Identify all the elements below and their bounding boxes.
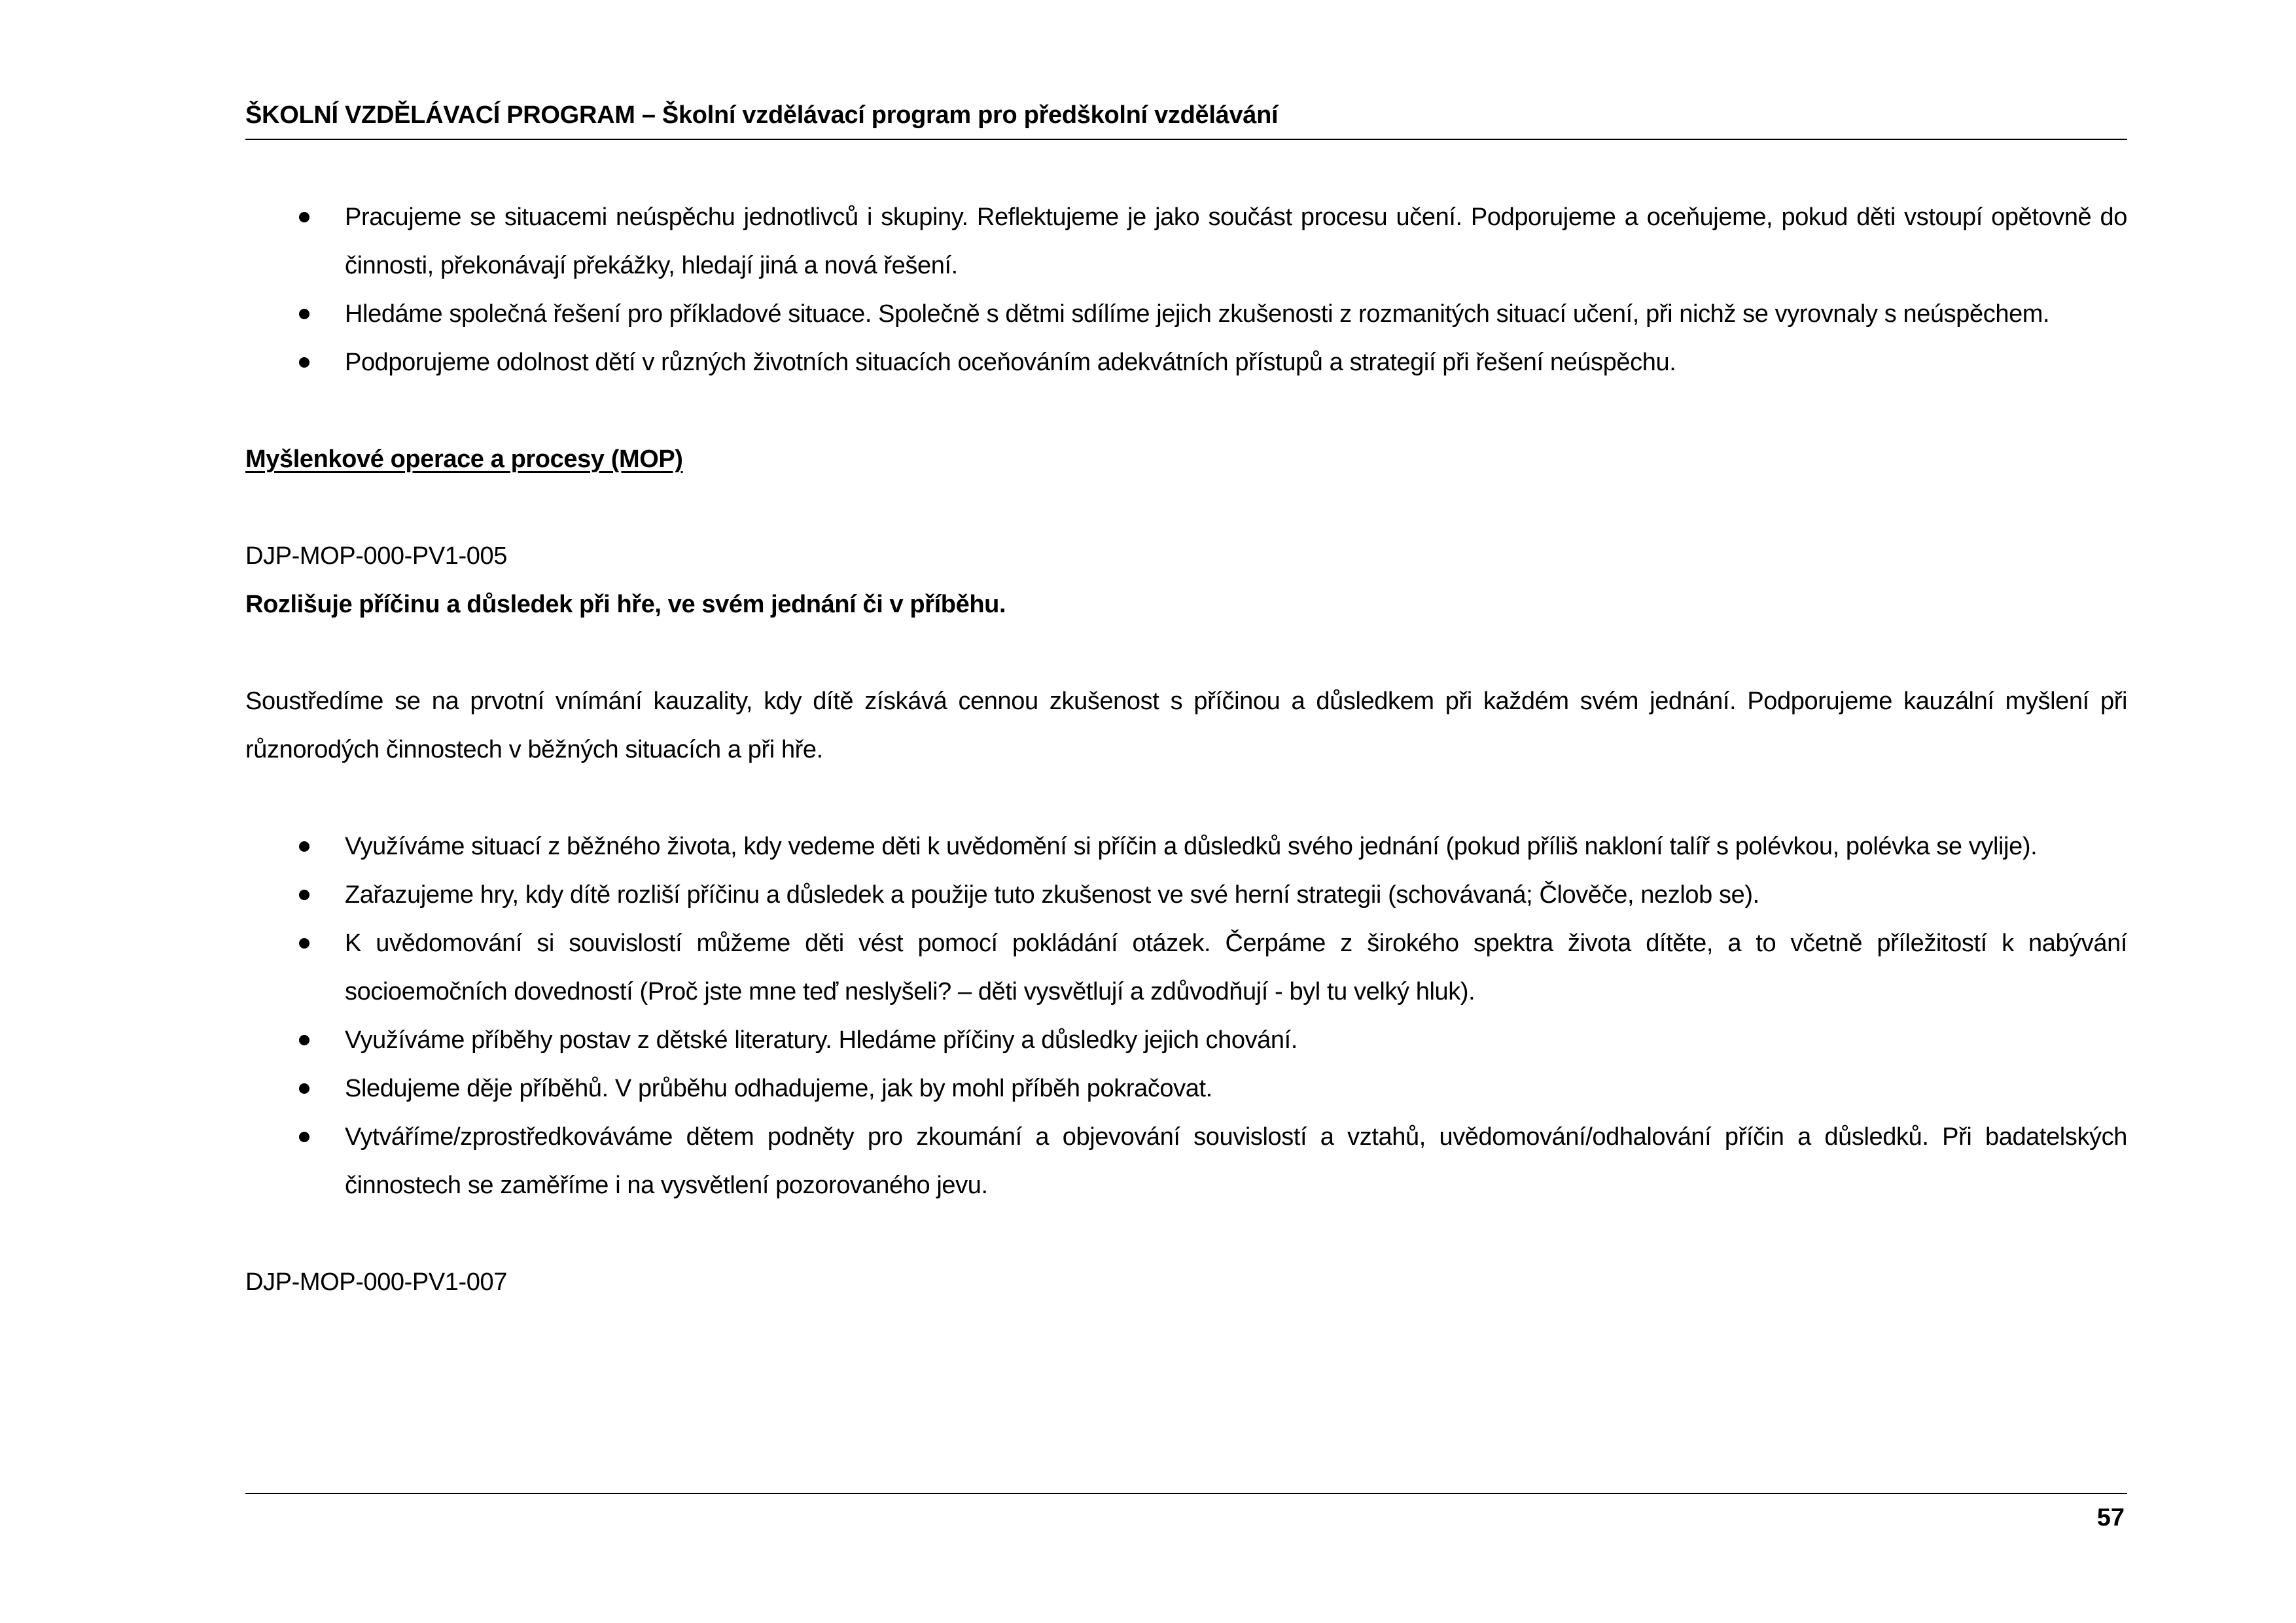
activity-bullet-list: [245, 822, 2127, 1210]
footer-divider: [245, 1493, 2127, 1494]
spacer: [245, 1210, 2127, 1258]
spacer: [245, 387, 2127, 435]
intro-bullet-list: [245, 193, 2127, 387]
list-item: Využíváme příběhy postav z dětské literatury. Hledáme příčiny a důsledky jejich chování.: [245, 1016, 2127, 1064]
list-item: Využíváme situací z běžného života, kdy vedeme děti k uvědomění si příčin a důsledků svého jednání (pokud příliš nakloní talíř s polévkou, polévka se vylije).: [245, 822, 2127, 871]
page-content: [245, 193, 2127, 1306]
spacer: [245, 774, 2127, 822]
page-number: 57: [2096, 1504, 2125, 1531]
page-header-title: ŠKOLNÍ VZDĚLÁVACÍ PROGRAM – Školní vzdělávací program pro předškolní vzdělávání: [245, 101, 1279, 129]
list-item: Sledujeme děje příběhů. V průběhu odhadujeme, jak by mohl příběh pokračovat.: [245, 1064, 2127, 1113]
spacer: [245, 483, 2127, 532]
section-paragraph: Soustředíme se na prvotní vnímání kauzality, kdy dítě získává cennou zkušenost s příčinou a důsledkem při každém svém jednání. Podporujeme kauzální myšlení při různorodých činnostech v běžných situacích a při hře.: [245, 688, 2127, 763]
list-item: Podporujeme odolnost dětí v různých životních situacích oceňováním adekvátních přístupů a strategií při řešení neúspěchu.: [245, 338, 2127, 387]
section-heading: Myšlenkové operace a procesy (MOP): [245, 445, 683, 473]
spacer: [245, 629, 2127, 677]
list-item: K uvědomování si souvislostí můžeme děti vést pomocí pokládání otázek. Čerpáme z širokého spektra života dítěte, a to včetně příležitostí k nabývání socioemočních dovedností (Proč jste mne teď neslyšeli? – děti vysvětlují a zdůvodňují - byl tu velký hluk).: [245, 919, 2127, 1016]
header-divider: [245, 139, 2127, 140]
outcome-statement: Rozlišuje příčinu a důsledek při hře, ve svém jednání či v příběhu.: [245, 591, 1006, 618]
document-page: [245, 0, 2127, 1623]
list-item: Pracujeme se situacemi neúspěchu jednotlivců i skupiny. Reflektujeme je jako součást procesu učení. Podporujeme a oceňujeme, pokud děti vstoupí opětovně do činnosti, překonávají překážky, hledají jiná a nová řešení.: [245, 193, 2127, 290]
outcome-code: DJP-MOP-000-PV1-007: [245, 1268, 507, 1296]
list-item: Hledáme společná řešení pro příkladové situace. Společně s dětmi sdílíme jejich zkušenosti z rozmanitých situací učení, při nichž se vyrovnaly s neúspěchem.: [245, 290, 2127, 338]
list-item: Zařazujeme hry, kdy dítě rozliší příčinu a důsledek a použije tuto zkušenost ve své herní strategii (schovávaná; Člověče, nezlob se).: [245, 871, 2127, 919]
list-item: Vytváříme/zprostředkováváme dětem podněty pro zkoumání a objevování souvislostí a vztahů, uvědomování/odhalování příčin a důsledků. Při badatelských činnostech se zaměříme i na vysvětlení pozorovaného jevu.: [245, 1113, 2127, 1210]
outcome-code: DJP-MOP-000-PV1-005: [245, 542, 507, 570]
